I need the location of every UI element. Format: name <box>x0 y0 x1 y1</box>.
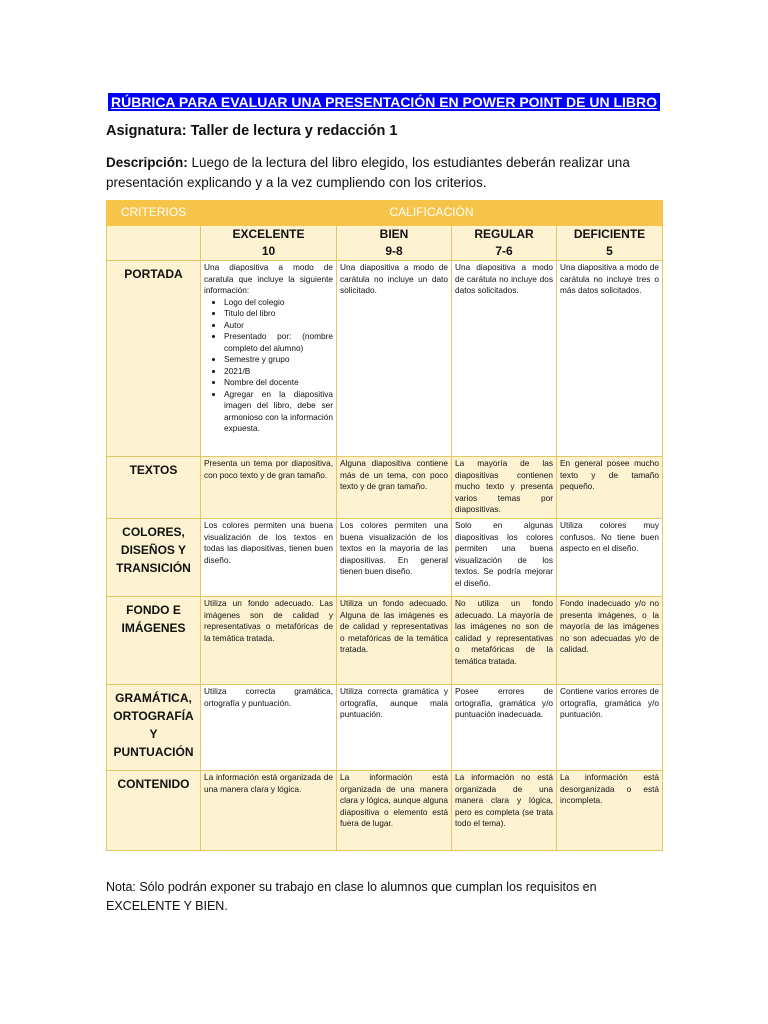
description-label: Descripción: <box>106 155 188 170</box>
description-text: Luego de la lectura del libro elegido, los estudiantes deberán realizar una presentación explicando y a la vez cumpliendo con los criterios. <box>106 155 630 190</box>
list-item: • 2021/B <box>224 366 333 378</box>
description <box>106 153 666 193</box>
list-item: • Logo del colegio <box>224 297 333 309</box>
table-row <box>107 597 663 685</box>
criterion-cell: TEXTOS <box>107 457 201 519</box>
subject-line: Asignatura: Taller de lectura y redacción 1 <box>106 123 398 139</box>
level-name: EXCELENTE <box>232 227 305 241</box>
level-name: REGULAR <box>474 227 534 241</box>
rubric-table <box>106 200 663 851</box>
footer-note: Nota: Sólo podrán exponer su trabajo en clase lo alumnos que cumplan los requisitos en EXCELENTE Y BIEN. <box>106 880 597 913</box>
cell-bien: Los colores permiten una buena visualización de los textos en la mayoría de las diapositivas. En general tienen buen diseño. <box>337 519 452 597</box>
cell-excelente: Utiliza correcta gramática, ortografía y puntuación. <box>201 685 337 771</box>
table-row <box>107 457 663 519</box>
table-row <box>107 771 663 851</box>
levels-row <box>107 226 663 261</box>
table-header-row <box>107 201 663 226</box>
level-deficiente <box>557 226 663 261</box>
cell-regular: La información no está organizada de una manera clara y lógica, pero es completa (se trata todo el tema). <box>452 771 557 851</box>
cell-regular: Solo en algunas diapositivas los colores permiten una buena visualización de los textos. Se podría mejorar el diseño. <box>452 519 557 597</box>
table-row <box>107 519 663 597</box>
criterion-cell: PORTADA <box>107 261 201 457</box>
list-item: • Titulo del libro <box>224 308 333 320</box>
cell-bien: Utiliza un fondo adecuado. Alguna de las imágenes es de calidad y representativas o metafóricas de la temática tratada. <box>337 597 452 685</box>
level-score: 5 <box>606 244 613 258</box>
level-name: BIEN <box>379 227 409 241</box>
cell-regular: Una diapositiva a modo de carátula no incluye dos datos solicitados. <box>452 261 557 457</box>
cell-deficiente: Una diapositiva a modo de carátula no incluye tres o más datos solicitados. <box>557 261 663 457</box>
cell-regular: No utiliza un fondo adecuado. La mayoría de las imágenes no son de calidad y representativas o metafóricas de la temática tratada. <box>452 597 557 685</box>
cell-excelente: Presenta un tema por diapositiva, con poco texto y de gran tamaño. <box>201 457 337 519</box>
cell-excelente: Utiliza un fondo adecuado. Las imágenes son de calidad y representativas o metafóricas de la temática tratada. <box>201 597 337 685</box>
header-grade: CALIFICACIÓN <box>201 201 663 226</box>
criterion-cell: GRAMÁTICA, ORTOGRAFÍA Y PUNTUACIÓN <box>107 685 201 771</box>
cell-bien: Una diapositiva a modo de carátula no incluye un dato solicitado. <box>337 261 452 457</box>
cell-deficiente: Fondo inadecuado y/o no presenta imágenes, o la mayoría de las imágenes no son adecuadas y/o de calidad. <box>557 597 663 685</box>
table-row <box>107 261 663 457</box>
list-item: • Nombre del docente <box>224 377 333 389</box>
cell-deficiente: Utiliza colores muy confusos. No tiene buen aspecto en el diseño. <box>557 519 663 597</box>
levels-empty-cell <box>107 226 201 261</box>
cell-excelente: La información está organizada de una manera clara y lógica. <box>201 771 337 851</box>
criterion-cell: COLORES, DISEÑOS Y TRANSICIÓN <box>107 519 201 597</box>
table-row <box>107 685 663 771</box>
cell-bien: La información está organizada de una manera clara y lógica, aunque alguna diapositiva o elemento está fuera de lugar. <box>337 771 452 851</box>
requirements-list <box>204 297 333 435</box>
cell-bien: Utiliza correcta gramática y ortografía, aunque mala puntuación. <box>337 685 452 771</box>
cell-regular: La mayoría de las diapositivas contienen mucho texto y presenta varios temas por diapositivas. <box>452 457 557 519</box>
criterion-cell: FONDO E IMÁGENES <box>107 597 201 685</box>
title-wrap <box>0 93 768 112</box>
cell-intro: Una diapositiva a modo de caratula que incluye la siguiente información: <box>204 262 333 295</box>
list-item: • Autor <box>224 320 333 332</box>
document-title: RÚBRICA PARA EVALUAR UNA PRESENTACIÓN EN POWER POINT DE UN LIBRO <box>108 93 660 111</box>
criterion-cell: CONTENIDO <box>107 771 201 851</box>
cell-deficiente: Contiene varios errores de ortografía, gramática y/o puntuación. <box>557 685 663 771</box>
cell-excelente: Los colores permiten una buena visualización de los textos en todas las diapositivas, tienen buen diseño. <box>201 519 337 597</box>
list-item: • Agregar en la diapositiva imagen del libro, debe ser armonioso con la información expuesta. <box>224 389 333 435</box>
cell-bien: Alguna diapositiva contiene más de un tema, con poco texto y de gran tamaño. <box>337 457 452 519</box>
level-score: 7-6 <box>495 244 513 258</box>
header-criteria: CRITERIOS <box>107 201 201 226</box>
level-score: 10 <box>261 244 276 258</box>
cell-deficiente: La información está desorganizada o está incompleta. <box>557 771 663 851</box>
cell-regular: Posee errores de ortografía, gramática y/o puntuación inadecuada. <box>452 685 557 771</box>
cell-excelente <box>201 261 337 457</box>
level-score: 9-8 <box>385 244 403 258</box>
level-name: DEFICIENTE <box>573 227 646 241</box>
level-excelente <box>201 226 337 261</box>
list-item: • Presentado por: (nombre completo del alumno) <box>224 331 333 354</box>
list-item: • Semestre y grupo <box>224 354 333 366</box>
level-regular <box>452 226 557 261</box>
cell-deficiente: En general posee mucho texto y de tamaño pequeño. <box>557 457 663 519</box>
level-bien <box>337 226 452 261</box>
